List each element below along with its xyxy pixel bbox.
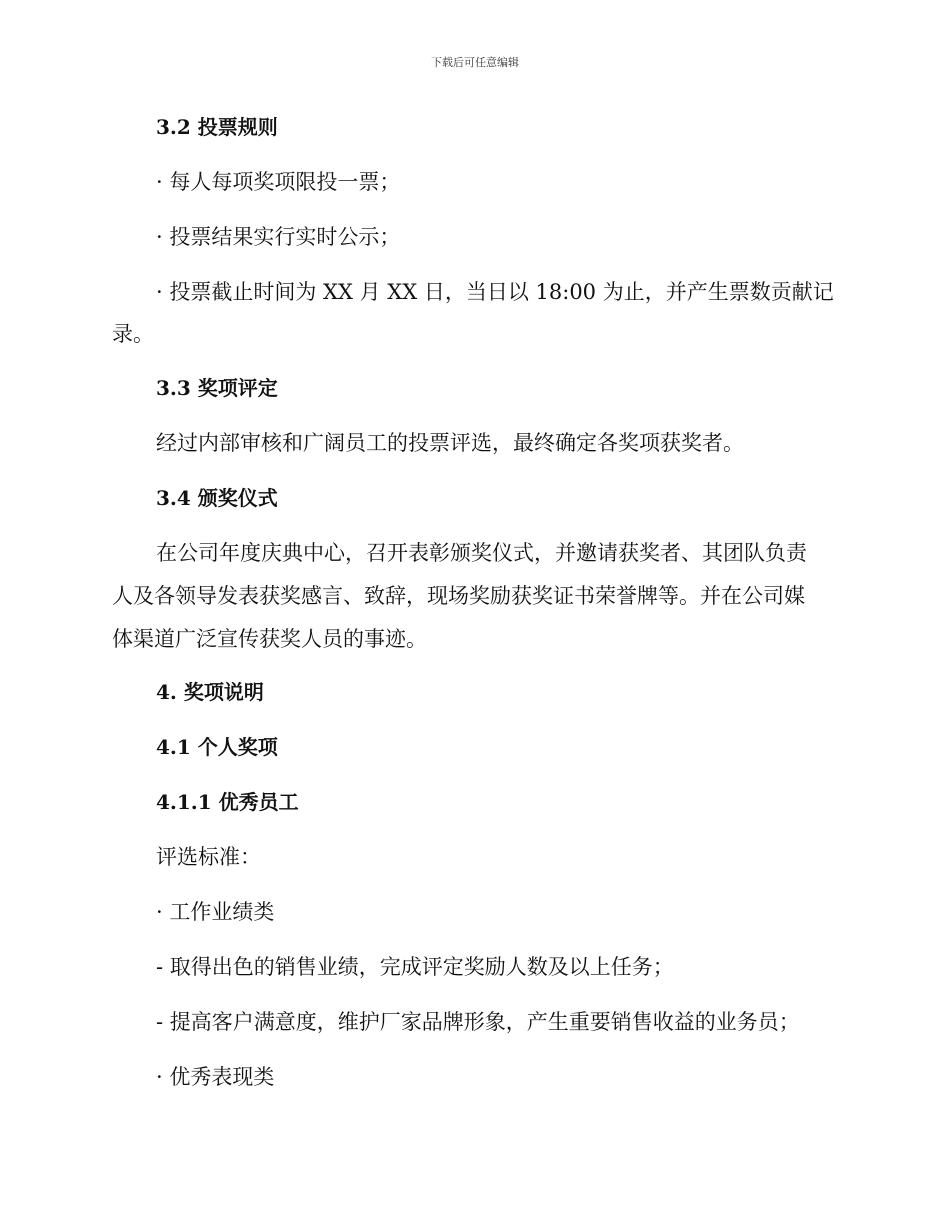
section-heading-4: 4. 奖项说明	[156, 680, 264, 704]
paragraph-continuation: 体渠道广泛宣传获奖人员的事迹。	[112, 627, 427, 651]
section-heading-3-3: 3.3 奖项评定	[156, 376, 278, 400]
bullet-item: · 每人每项奖项限投一票；	[156, 170, 401, 194]
section-heading-4-1-1: 4.1.1 优秀员工	[156, 790, 299, 814]
paragraph: 评选标准：	[156, 845, 261, 869]
bullet-item: · 投票结果实行实时公示；	[156, 225, 401, 249]
bullet-item: · 投票截止时间为 XX 月 XX 日，当日以 18:00 为止，并产生票数贡献记	[156, 280, 834, 304]
paragraph-continuation: 录。	[112, 322, 154, 346]
paragraph-continuation: 人及各领导发表获奖感言、致辞，现场奖励获奖证书荣誉牌等。并在公司媒	[112, 584, 805, 608]
bullet-item: · 工作业绩类	[156, 900, 275, 924]
bullet-item: · 优秀表现类	[156, 1065, 275, 1089]
section-heading-3-2: 3.2 投票规则	[156, 115, 278, 139]
section-heading-3-4: 3.4 颁奖仪式	[156, 486, 278, 510]
paragraph: 在公司年度庆典中心，召开表彰颁奖仪式，并邀请获奖者、其团队负责	[156, 541, 807, 565]
section-heading-4-1: 4.1 个人奖项	[156, 735, 278, 759]
dash-item: - 取得出色的销售业绩，完成评定奖励人数及以上任务；	[156, 955, 674, 979]
paragraph: 经过内部审核和广阔员工的投票评选，最终确定各奖项获奖者。	[156, 431, 744, 455]
page-header: 下载后可任意编辑	[431, 56, 519, 69]
dash-item: - 提高客户满意度，维护厂家品牌形象，产生重要销售收益的业务员；	[156, 1010, 800, 1034]
